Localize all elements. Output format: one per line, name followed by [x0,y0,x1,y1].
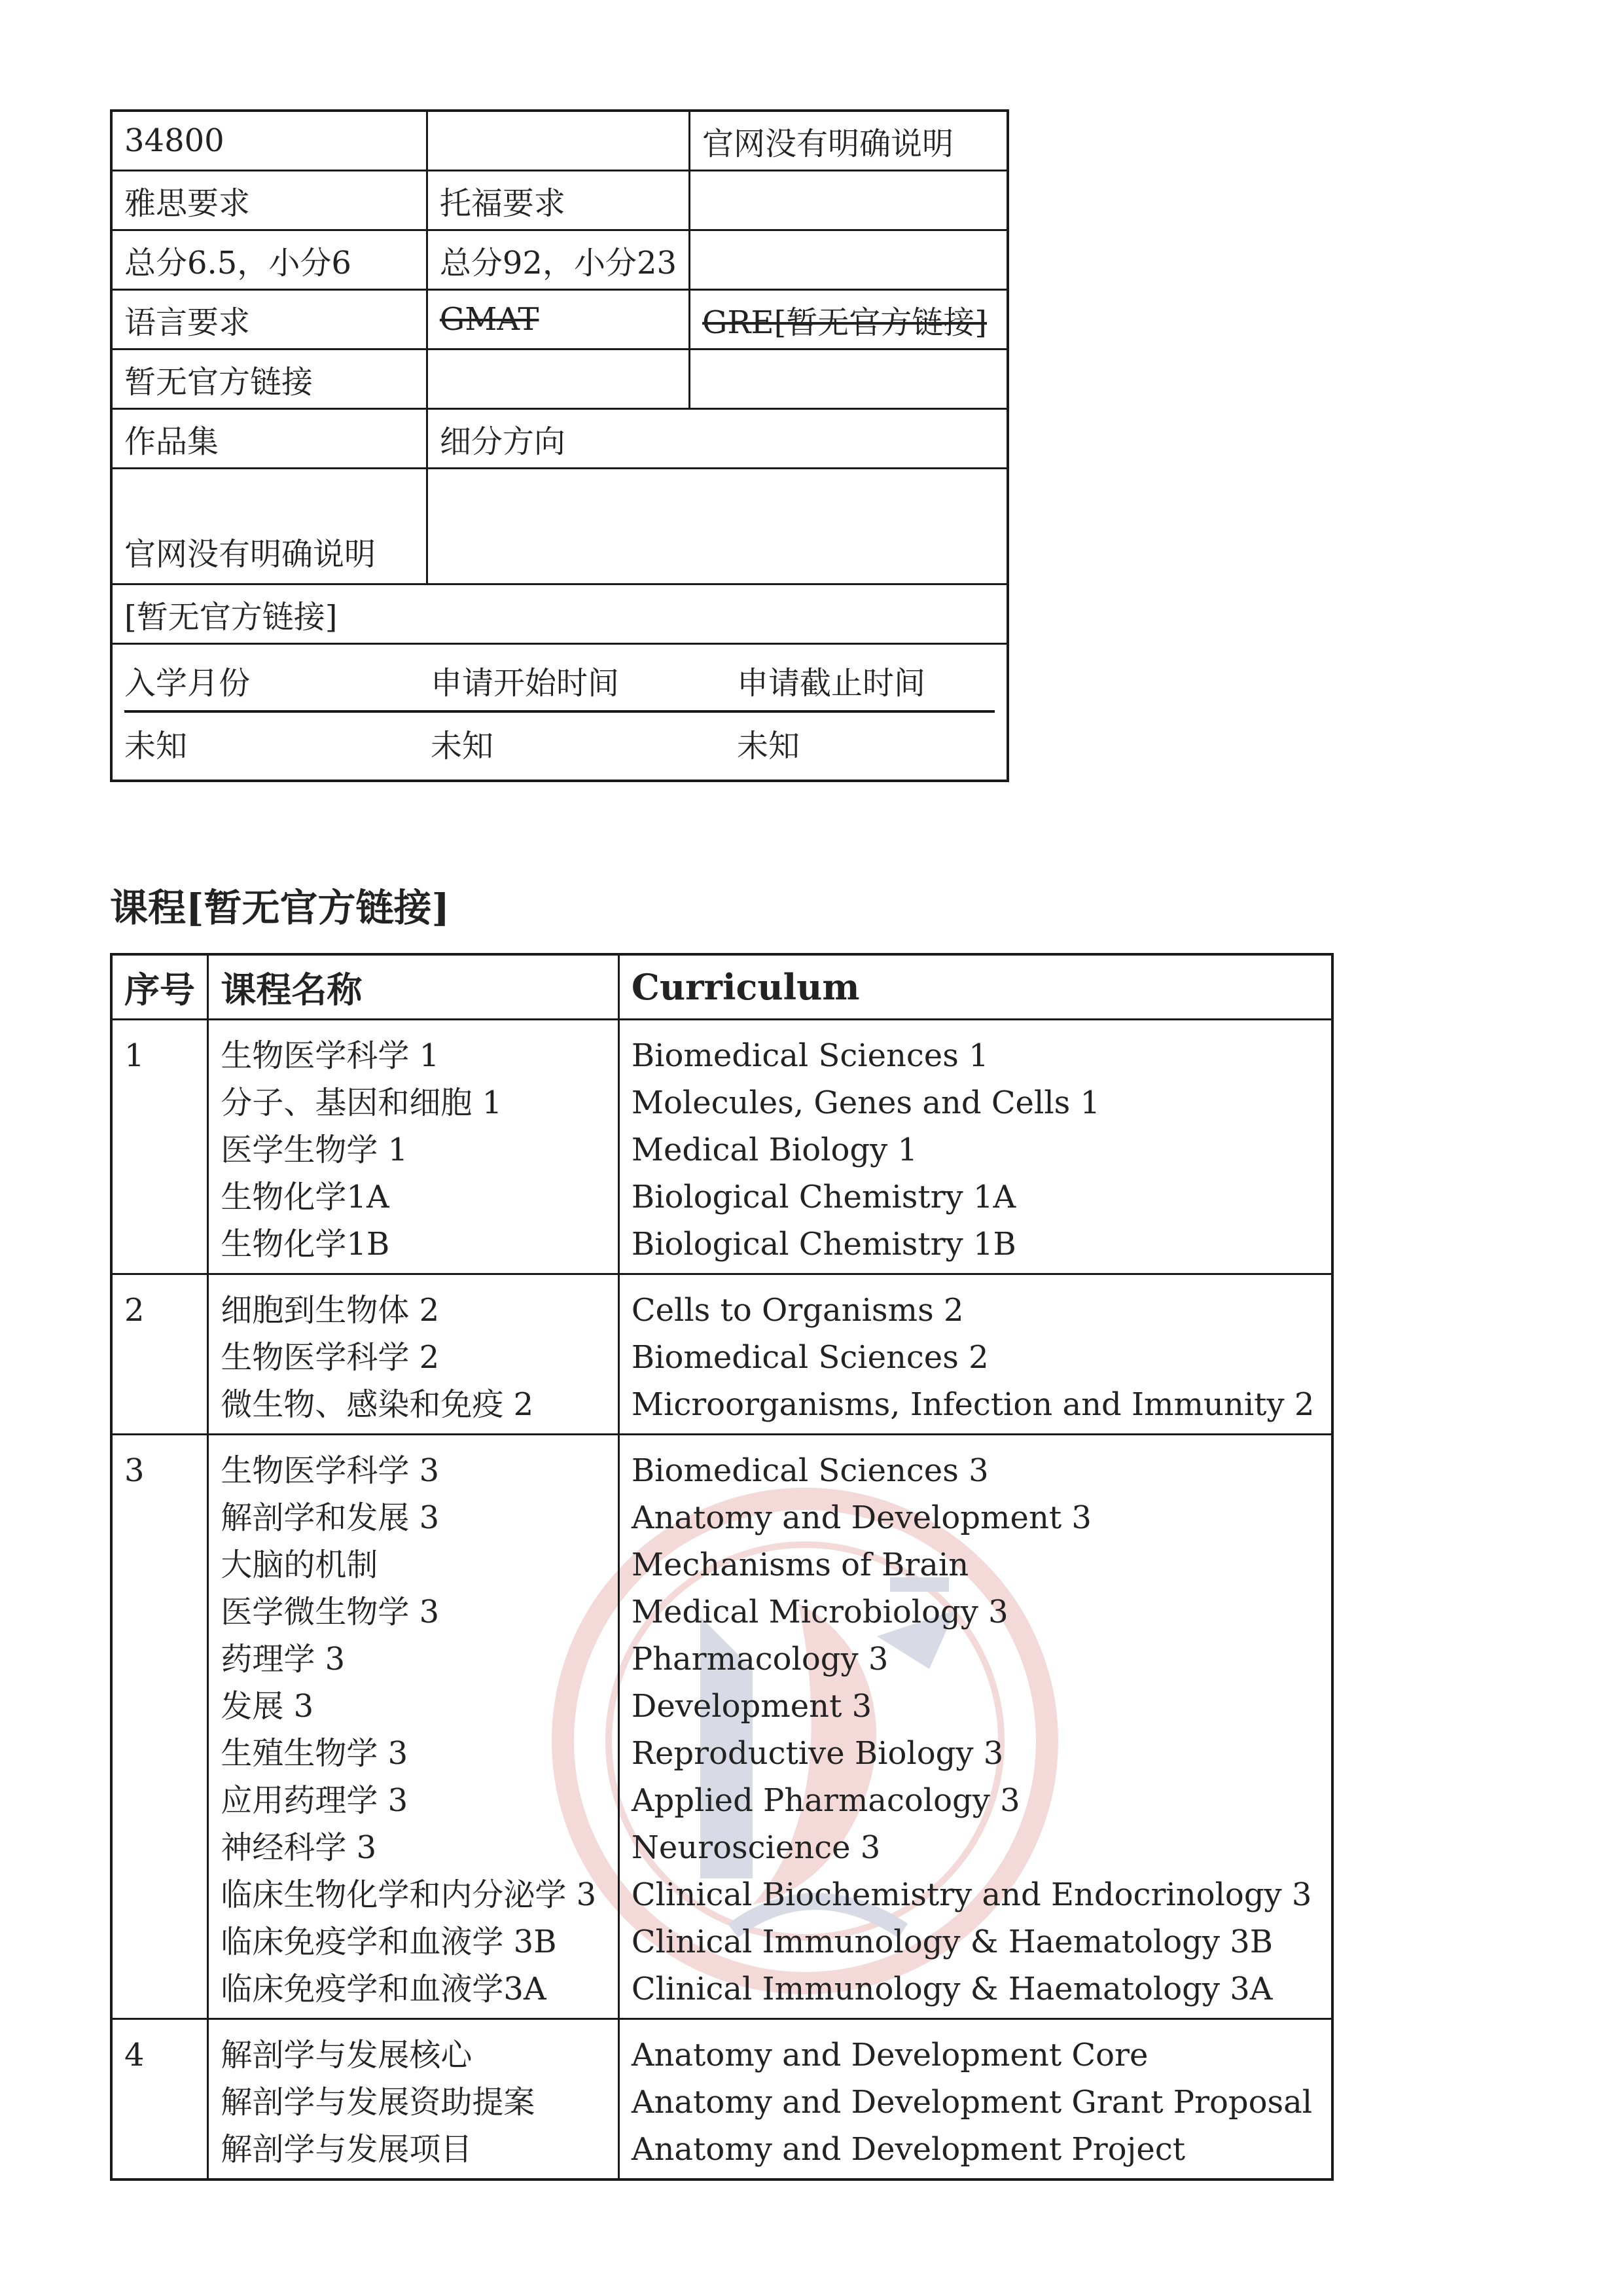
toefl-value: 总分92，小分23 [427,230,689,290]
test-label-row [111,171,1008,230]
course-name-cn: 分子、基因和细胞 1 [221,1085,503,1121]
course-name-cn: 大脑的机制 [221,1547,378,1583]
course-name-en-list [618,1020,1332,1274]
course-name-en: Reproductive Biology 3 [631,1735,1004,1772]
course-name-en: Anatomy and Development Core [631,2037,1149,2073]
language-link-row [111,350,1008,409]
fee-row [111,111,1008,171]
course-name-cn-list [208,2019,618,2180]
course-name-cn: 发展 3 [221,1688,314,1725]
course-name-cn: 解剖学与发展核心 [221,2037,473,2073]
language-link: 暂无官方链接 [111,350,427,409]
empty-cell [427,350,689,409]
course-name-en: Clinical Biochemistry and Endocrinology 3 [631,1876,1312,1913]
course-name-cn-list [208,1020,618,1274]
course-name-cn: 临床生物化学和内分泌学 3 [221,1876,597,1913]
toefl-label: 托福要求 [427,171,689,230]
direction-value [427,469,1008,584]
header-number: 序号 [111,954,208,1020]
dates-value-row [124,711,995,773]
course-name-cn: 生殖生物学 3 [221,1735,408,1772]
empty-cell [427,111,689,171]
course-name-en: Biomedical Sciences 1 [631,1037,989,1074]
course-name-cn: 生物医学科学 3 [221,1452,440,1489]
course-name-en: Medical Microbiology 3 [631,1594,1008,1630]
gmat-label: GMAT [427,290,689,350]
course-name-en: Anatomy and Development 3 [631,1499,1092,1536]
course-name-cn: 应用药理学 3 [221,1782,408,1819]
program-info-table [110,109,1009,782]
course-name-en: Clinical Immunology & Haematology 3B [631,1924,1274,1960]
course-name-en: Development 3 [631,1688,872,1725]
course-name-en: Biological Chemistry 1A [631,1179,1016,1215]
course-name-cn: 解剖学与发展资助提案 [221,2084,535,2121]
curriculum-section-title: 课程[暂无官方链接] [110,886,450,930]
course-name-cn: 神经科学 3 [221,1829,377,1866]
course-name-cn: 医学微生物学 3 [221,1594,440,1630]
course-name-en: Biological Chemistry 1B [631,1226,1016,1263]
course-name-cn: 生物化学1A [221,1179,389,1215]
dates-row [111,644,1008,781]
course-name-cn-list [208,1274,618,1435]
course-name-en: Applied Pharmacology 3 [631,1782,1020,1819]
dates-table [124,650,995,773]
course-name-en-list [618,1435,1332,2019]
curriculum-row [111,1435,1332,2019]
ielts-value: 总分6.5，小分6 [111,230,427,290]
portfolio-label: 作品集 [111,409,427,469]
portfolio-value: 官网没有明确说明 [111,469,427,584]
course-name-en: Clinical Immunology & Haematology 3A [631,1971,1273,2007]
portfolio-value-row [111,469,1008,584]
header-curriculum: Curriculum [618,954,1332,1020]
row-number: 3 [111,1435,208,2019]
dates-header-row [124,650,995,711]
application-deadline-label: 申请截止时间 [737,650,995,711]
course-name-en: Microorganisms, Infection and Immunity 2 [631,1386,1315,1423]
course-name-cn: 生物化学1B [221,1226,390,1263]
course-name-cn: 医学生物学 1 [221,1132,408,1168]
course-name-en: Anatomy and Development Grant Proposal [631,2084,1313,2121]
course-name-cn: 药理学 3 [221,1641,346,1677]
course-name-cn: 解剖学与发展项目 [221,2131,473,2168]
course-name-cn: 生物医学科学 2 [221,1339,440,1376]
empty-cell [690,230,1008,290]
course-name-en: Anatomy and Development Project [631,2131,1186,2168]
curriculum-row [111,1274,1332,1435]
curriculum-header-row [111,954,1332,1020]
test-value-row [111,230,1008,290]
course-name-cn: 临床免疫学和血液学3A [221,1971,546,2007]
course-name-en: Neuroscience 3 [631,1829,881,1866]
empty-cell [690,350,1008,409]
course-name-en-list [618,2019,1332,2180]
fee-value: 34800 [111,111,427,171]
course-name-en: Molecules, Genes and Cells 1 [631,1085,1101,1121]
row-number: 1 [111,1020,208,1274]
row-number: 2 [111,1274,208,1435]
course-name-cn-list [208,1435,618,2019]
course-name-en: Medical Biology 1 [631,1132,918,1168]
portfolio-label-row [111,409,1008,469]
course-name-cn: 微生物、感染和免疫 2 [221,1386,534,1423]
dates-cell [111,644,1008,781]
language-label: 语言要求 [111,290,427,350]
course-name-en: Cells to Organisms 2 [631,1292,964,1329]
curriculum-row [111,2019,1332,2180]
course-name-cn: 细胞到生物体 2 [221,1292,440,1329]
curriculum-body [111,1020,1332,2180]
fee-note: 官网没有明确说明 [690,111,1008,171]
course-name-en: Mechanisms of Brain [631,1547,969,1583]
course-name-cn: 临床免疫学和血液学 3B [221,1924,557,1960]
application-deadline-value: 未知 [737,727,800,764]
course-name-cn: 解剖学和发展 3 [221,1499,440,1536]
ielts-label: 雅思要求 [111,171,427,230]
direction-label: 细分方向 [427,409,1008,469]
course-name-en: Pharmacology 3 [631,1641,889,1677]
course-name-en-list [618,1274,1332,1435]
course-name-en: Biomedical Sciences 2 [631,1339,989,1376]
intake-month-value: 未知 [124,727,188,764]
application-open-value: 未知 [431,727,494,764]
curriculum-row [111,1020,1332,1274]
intake-month-label: 入学月份 [124,650,431,711]
application-open-label: 申请开始时间 [431,650,737,711]
gre-label: GRE[暂无官方链接] [690,290,1008,350]
course-name-cn: 生物医学科学 1 [221,1037,440,1074]
header-course-name: 课程名称 [208,954,618,1020]
portfolio-link: [暂无官方链接] [111,584,1008,644]
course-name-en: Biomedical Sciences 3 [631,1452,989,1489]
portfolio-link-row [111,584,1008,644]
curriculum-table [110,953,1334,2181]
row-number: 4 [111,2019,208,2180]
language-row [111,290,1008,350]
empty-cell [690,171,1008,230]
